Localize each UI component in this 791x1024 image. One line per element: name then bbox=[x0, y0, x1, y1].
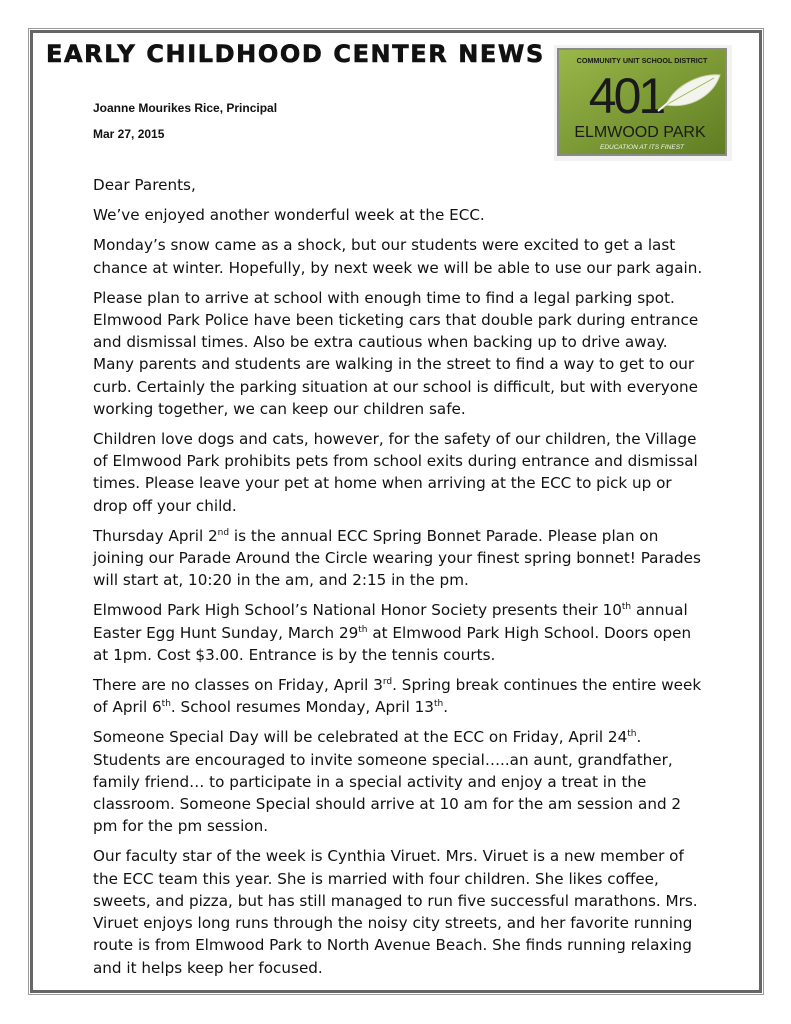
masthead-title: EARLY CHILDHOOD CENTER NEWS bbox=[46, 40, 545, 68]
logo-top-text: COMMUNITY UNIT SCHOOL DISTRICT bbox=[576, 56, 708, 65]
paragraph-intro: We’ve enjoyed another wonderful week at the ECC. bbox=[93, 206, 485, 225]
newsletter-date: Mar 27, 2015 bbox=[93, 127, 165, 141]
paragraph-someone-special: Someone Special Day will be celebrated at the ECC on Friday, April 24th. Students are encouraged to invite someone special…..an aunt, grandfather, family friend… to participate in a special activity and enjoy a treat in the classroom. Someone Special should arrive at 10 am for the am session and 2 pm for the pm session. bbox=[93, 728, 682, 836]
paragraph-bonnet-parade: Thursday April 2nd is the annual ECC Spring Bonnet Parade. Please plan on joining our Parade Around the Circle wearing your finest spring bonnet! Parades will start at, 10:20 in the am, and 2:15 in the pm. bbox=[93, 526, 701, 590]
paragraph-spring-break: There are no classes on Friday, April 3rd. Spring break continues the entire week of April 6th. School resumes Monday, April 13th. bbox=[93, 676, 702, 717]
salutation: Dear Parents, bbox=[93, 176, 196, 194]
paragraph-parking: Please plan to arrive at school with enough time to find a legal parking spot. Elmwood Park Police have been ticketing cars that double park during entrance and dismissal times. Also be extra cautious when backing up to drive away. Many parents and students are walking in the street to find a way to get to our curb. Certainly the parking situation at our school is difficult, but with everyone working together, we can keep our children safe. bbox=[93, 288, 699, 418]
paragraph-faculty-star: Our faculty star of the week is Cynthia Viruet. Mrs. Viruet is a new member of the ECC team this year. She is married with four children. She likes coffee, sweets, and pizza, but has still managed to run five successful marathons. Mrs. Viruet enjoys long runs through the noisy city streets, and her favorite running route is from Elmwood Park to North Avenue Beach. She finds running relaxing and it helps keep her focused. bbox=[93, 847, 698, 977]
logo-tagline: EDUCATION AT ITS FINEST bbox=[599, 144, 685, 151]
paragraph-egg-hunt: Elmwood Park High School’s National Honor Society presents their 10th annual Easter Egg Hunt Sunday, March 29th at Elmwood Park High School. Doors open at 1pm. Cost $3.00. Entrance is by the tennis courts. bbox=[93, 601, 692, 664]
logo-number: 401 bbox=[588, 68, 664, 124]
letter-body bbox=[93, 174, 705, 987]
district-401-logo bbox=[554, 45, 732, 161]
logo-name: ELMWOOD PARK bbox=[574, 124, 706, 141]
principal-name: Joanne Mourikes Rice, Principal bbox=[93, 101, 278, 115]
paragraph-pets: Children love dogs and cats, however, for the safety of our children, the Village of Elmwood Park prohibits pets from school exits during entrance and dismissal times. Please leave your pet at home when arriving at the ECC to pick up or drop off your child. bbox=[93, 430, 698, 515]
paragraph-snow: Monday’s snow came as a shock, but our students were excited to get a last chance at winter. Hopefully, by next week we will be able to use our park again. bbox=[93, 236, 703, 277]
